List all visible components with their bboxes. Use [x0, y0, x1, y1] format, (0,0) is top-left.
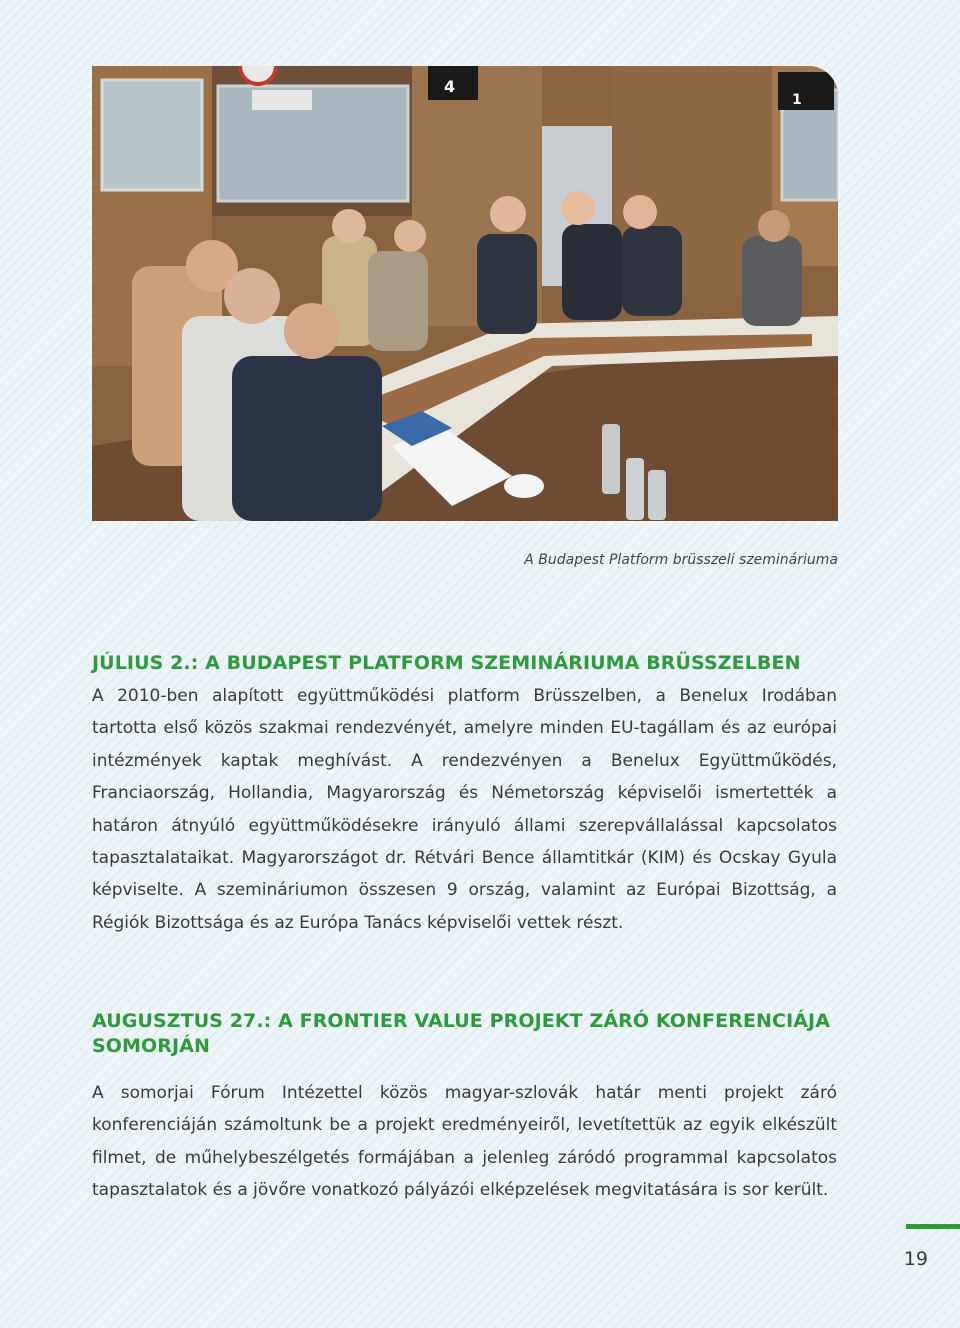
meeting-photo: [92, 66, 838, 521]
page-number: 19: [903, 1248, 928, 1270]
section-heading-augusztus: AUGUSZTUS 27.: A FRONTIER VALUE PROJEKT ZÁRÓ KONFERENCIÁJA SOMORJÁN: [92, 1010, 831, 1057]
booth-sign-4: 4: [444, 77, 456, 96]
section-body-julius: A 2010-ben alapított együttműködési platform Brüsszelben, a Benelux Irodában tartotta első közös szakmai rendezvényét, amelyre minden EU-tagállam és az európai intézmények kaptak meghívást. A rendezvényen a Benelux Együttműködés, Franciaország, Hollandia, Magyarország és Németország képviselői ismertették a határon átnyúló együttműködésekre irányuló állami szerepvállalással kapcsolatos tapasztalataikat. Magyarországot dr. Rétvári Bence államtitkár (KIM) és Ocskay Gyula képviselte. A szemináriumon összesen 9 ország, valamint az Európai Bizottság, a Régiók Bizottsága és az Európa Tanács képviselői vettek részt.: [92, 686, 837, 933]
photo-caption: A Budapest Platform brüsszeli szemináriuma: [524, 552, 838, 568]
meeting-photo-illustration: [92, 66, 838, 521]
booth-sign-1: 1: [792, 92, 802, 108]
page-number-accent-line: [906, 1224, 960, 1229]
section-body-augusztus: A somorjai Fórum Intézettel közös magyar-szlovák határ menti projekt záró konferenciáján számoltunk be a projekt eredményeiről, levetítettük az egyik elkészült filmet, de műhelybeszélgetés formájában a jelenleg záródó programmal kapcsolatos tapasztalatok és a jövőre vonatkozó pályázói elképzelések megvitatására is sor került.: [92, 1083, 837, 1201]
section-heading-julius: JÚLIUS 2.: A BUDAPEST PLATFORM SZEMINÁRIUMA BRÜSSZELBEN: [92, 652, 801, 674]
